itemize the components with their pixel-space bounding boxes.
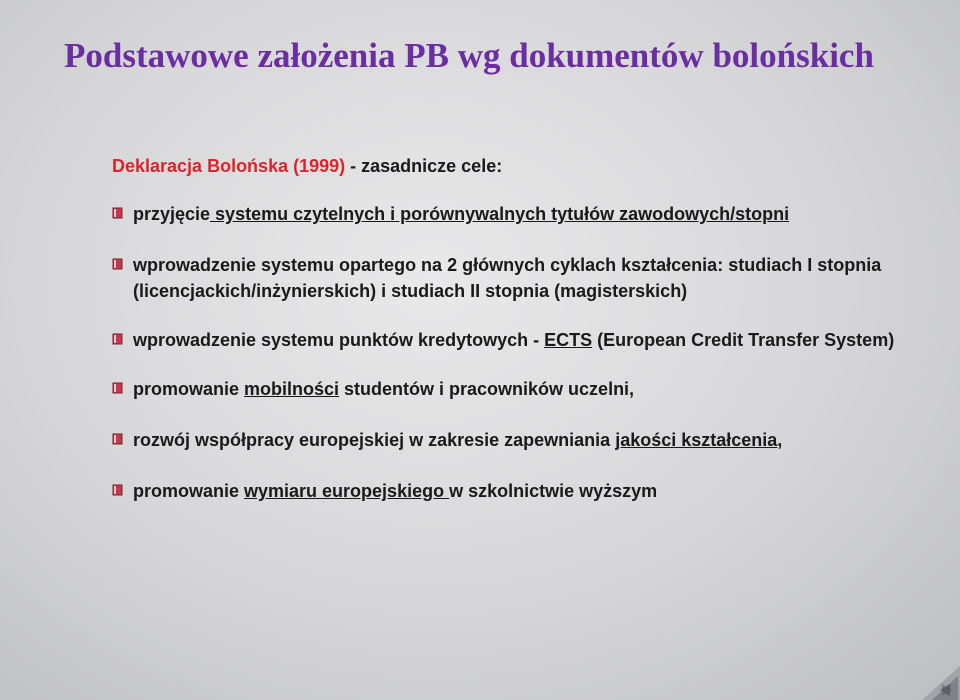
declaration-heading xyxy=(112,156,942,177)
slide-content xyxy=(112,156,942,529)
bullet-text: promowanie xyxy=(133,379,245,399)
book-bullet-icon xyxy=(112,258,123,270)
bullet-item xyxy=(112,427,942,453)
bullet-text: promowanie xyxy=(133,481,245,501)
bullet-item xyxy=(112,252,942,304)
bullet-text: studentów i pracowników uczelni, xyxy=(339,379,635,399)
bullet-text: wprowadzenie systemu opartego na 2 głównych cyklach kształcenia xyxy=(133,255,718,275)
bullet-text: rozwój współpracy europejskiej w zakresie zapewniania xyxy=(133,430,616,450)
bullet-link-text: jakości kształcenia xyxy=(615,430,778,450)
bullet-item xyxy=(112,327,942,353)
book-bullet-icon xyxy=(112,333,123,345)
bullet-text: (European Credit Transfer System) xyxy=(592,330,895,350)
bullet-item xyxy=(112,478,942,504)
bullet-text: , xyxy=(777,430,783,450)
book-bullet-icon xyxy=(112,484,123,496)
bullet-link-text: wymiaru europejskiego xyxy=(244,481,450,501)
bullet-link-text: systemu czytelnych i porównywalnych tytułów zawodowych/stopni xyxy=(210,204,790,224)
book-bullet-icon xyxy=(112,207,123,219)
slide-title: Podstawowe założenia PB wg dokumentów bolońskich xyxy=(64,36,874,75)
bullet-link-text: ECTS xyxy=(544,330,593,350)
bullet-item xyxy=(112,376,942,402)
book-bullet-icon xyxy=(112,382,123,394)
bullet-text: w szkolnictwie wyższym xyxy=(449,481,658,501)
navigation-arrows-icon xyxy=(870,660,960,700)
bullet-text: wprowadzenie systemu punktów kredytowych - xyxy=(133,330,545,350)
book-bullet-icon xyxy=(112,433,123,445)
bullet-text: : studiach I stopnia (licencjackich/inżynierskich) i studiach II stopnia (magisterskich) xyxy=(133,255,882,301)
bullet-text: przyjęcie xyxy=(133,204,211,224)
declaration-name: Deklaracja Bolońska (1999) xyxy=(112,156,346,176)
bullet-item xyxy=(112,201,942,227)
declaration-suffix: - zasadnicze cele: xyxy=(345,156,503,176)
bullet-link-text: mobilności xyxy=(244,379,340,399)
